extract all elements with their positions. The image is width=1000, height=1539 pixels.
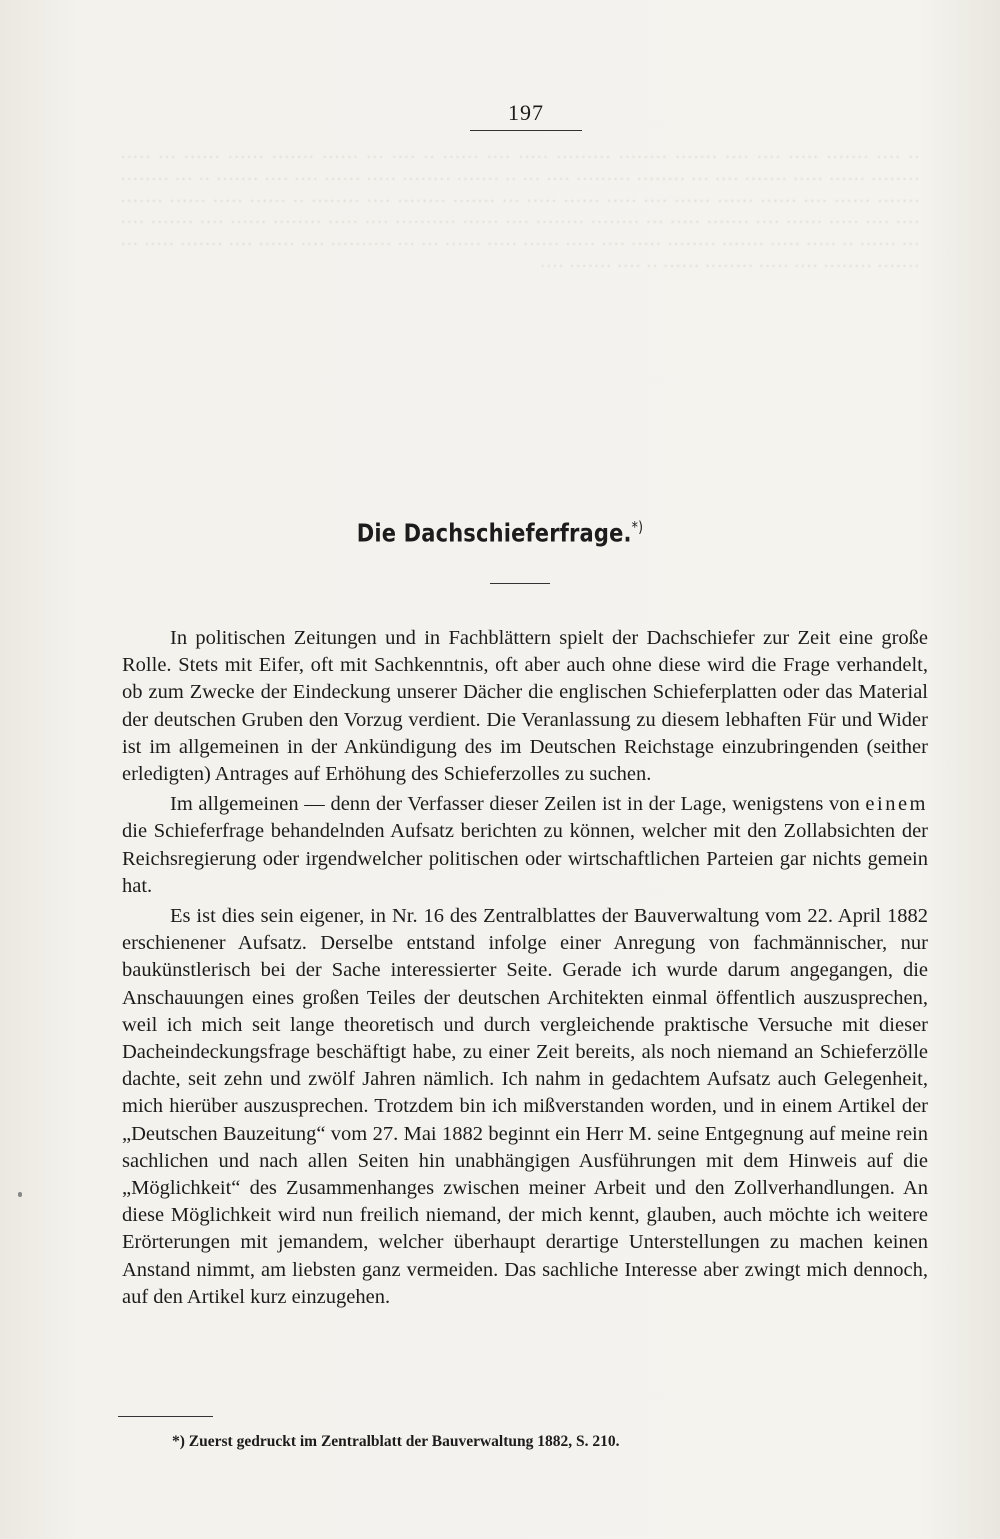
- text-run: Im allgemeinen — denn der Verfasser dieser Zeilen ist in der Lage, wenigstens von: [170, 793, 866, 816]
- body-text: [122, 625, 928, 1311]
- title-footnote-marker: *): [631, 518, 644, 536]
- text-run: die Schieferfrage behandelnden Aufsatz berichten zu können, welcher mit den Zollabsichten der Reichsregierung oder irgendwelcher politischen oder wirtschaftlichen Parteien gar nichts gemein hat.: [122, 820, 928, 897]
- emphasized-word: einem: [865, 793, 928, 816]
- paragraph-3: [122, 903, 928, 1311]
- title-text: Die Dachschieferfrage.: [356, 518, 632, 548]
- paper-speck: [18, 1192, 22, 1197]
- title-divider: [490, 583, 550, 584]
- footnote: *) Zuerst gedruckt im Zentralblatt der Bauverwaltung 1882, S. 210.: [172, 1433, 620, 1450]
- text-run: In politischen Zeitungen und in Fachblättern spielt der Dachschiefer zur Zeit eine große Rolle. Stets mit Eifer, oft mit Sachkenntnis, oft aber auch ohne diese wird die Frage verhandelt, ob zum Zwecke der Eindeckung unserer Dächer die englischen Schieferplatten oder das Material der deutschen Gruben den Vorzug verdient. Die Veranlassung zu diesem lebhaften Für und Wider ist im allgemeinen in der Ankündigung des im Deutschen Reichstage einzubringenden (seither erledigten) Antrages auf Erhöhung des Schieferzolles zu suchen.: [122, 627, 928, 786]
- text-run: Es ist dies sein eigener, in Nr. 16 des Zentralblattes der Bauverwaltung vom 22. April 1882 erschienener Aufsatz. Derselbe entstand infolge einer Anregung von fachmännischer, nur baukünstlerisch bei der Sache interessierter Seite. Gerade ich wurde darum angegangen, die Anschauungen eines großen Teiles der deutschen Architekten einmal öffentlich auszusprechen, weil ich mich seit lange theoretisch und durch vergleichende praktische Versuche mit dieser Dacheindeckungsfrage beschäftigt habe, zu einer Zeit bereits, als noch niemand an Schieferzölle dachte, seit zehn und zwölf Jahren nämlich. Ich nahm in gedachtem Aufsatz auch Gelegenheit, mich hierüber auszusprechen. Trotzdem bin ich mißverstanden worden, und in einem Artikel der „Deutschen Bauzeitung“ vom 27. Mai 1882 beginnt ein Herr M. seine Entgegnung auf meine rein sachlichen und nach allen Seiten hin unabhängigen Ausführungen mit dem Hinweis auf die „Möglichkeit“ des Zusammenhanges zwischen meiner Arbeit und den Zollverhandlungen. An diese Möglichkeit wird nun freilich niemand, der mich kennt, glauben, auch möchte ich weitere Erörterungen mit jemandem, welcher überhaupt derartige Unterstellungen zu machen keinen Anstand nimmt, am liebsten ganz vermeiden. Das sachliche Interesse aber zwingt mich dennoch, auf den Artikel kurz einzugehen.: [122, 905, 928, 1308]
- paragraph-2: [122, 791, 928, 900]
- paragraph-1: [122, 625, 928, 788]
- page-number: 197: [470, 100, 582, 131]
- footnote-divider: [118, 1416, 213, 1417]
- show-through-text: ·· ···· ······· ····· ···· ···· ······· ········ ········· ····· ···· ······ ·· ···· ··· ······ ······· ······ ······ ··· ····· ········ ······ ····· ······· ···· ··· ········ ········· ···· ··· ·· ······· ········ ····· ······ ···· ···· ······· ·· ··· ········ ······· ······ ···· ······ ······ ······ ···· ····· ······ ····· ··· ······· ········ ···· ········ ·· ······ ····· ······ ······· ···· ···· ····· ······ ···· ······· ····· ··· ········ ········ ···· ······ ·········· ···· ····· ········ ······ ···· ······· ···· ··· ······ ·· ····· ····· ······· ········ ····· ···· ····· ······ ····· ······ ··· ··· ·········· ···· ······ ···· ······· ····· ··· ······· ········ ···· ····· ········ ······ ·· ···· ······· ····: [120, 148, 920, 277]
- page-title: [298, 518, 701, 547]
